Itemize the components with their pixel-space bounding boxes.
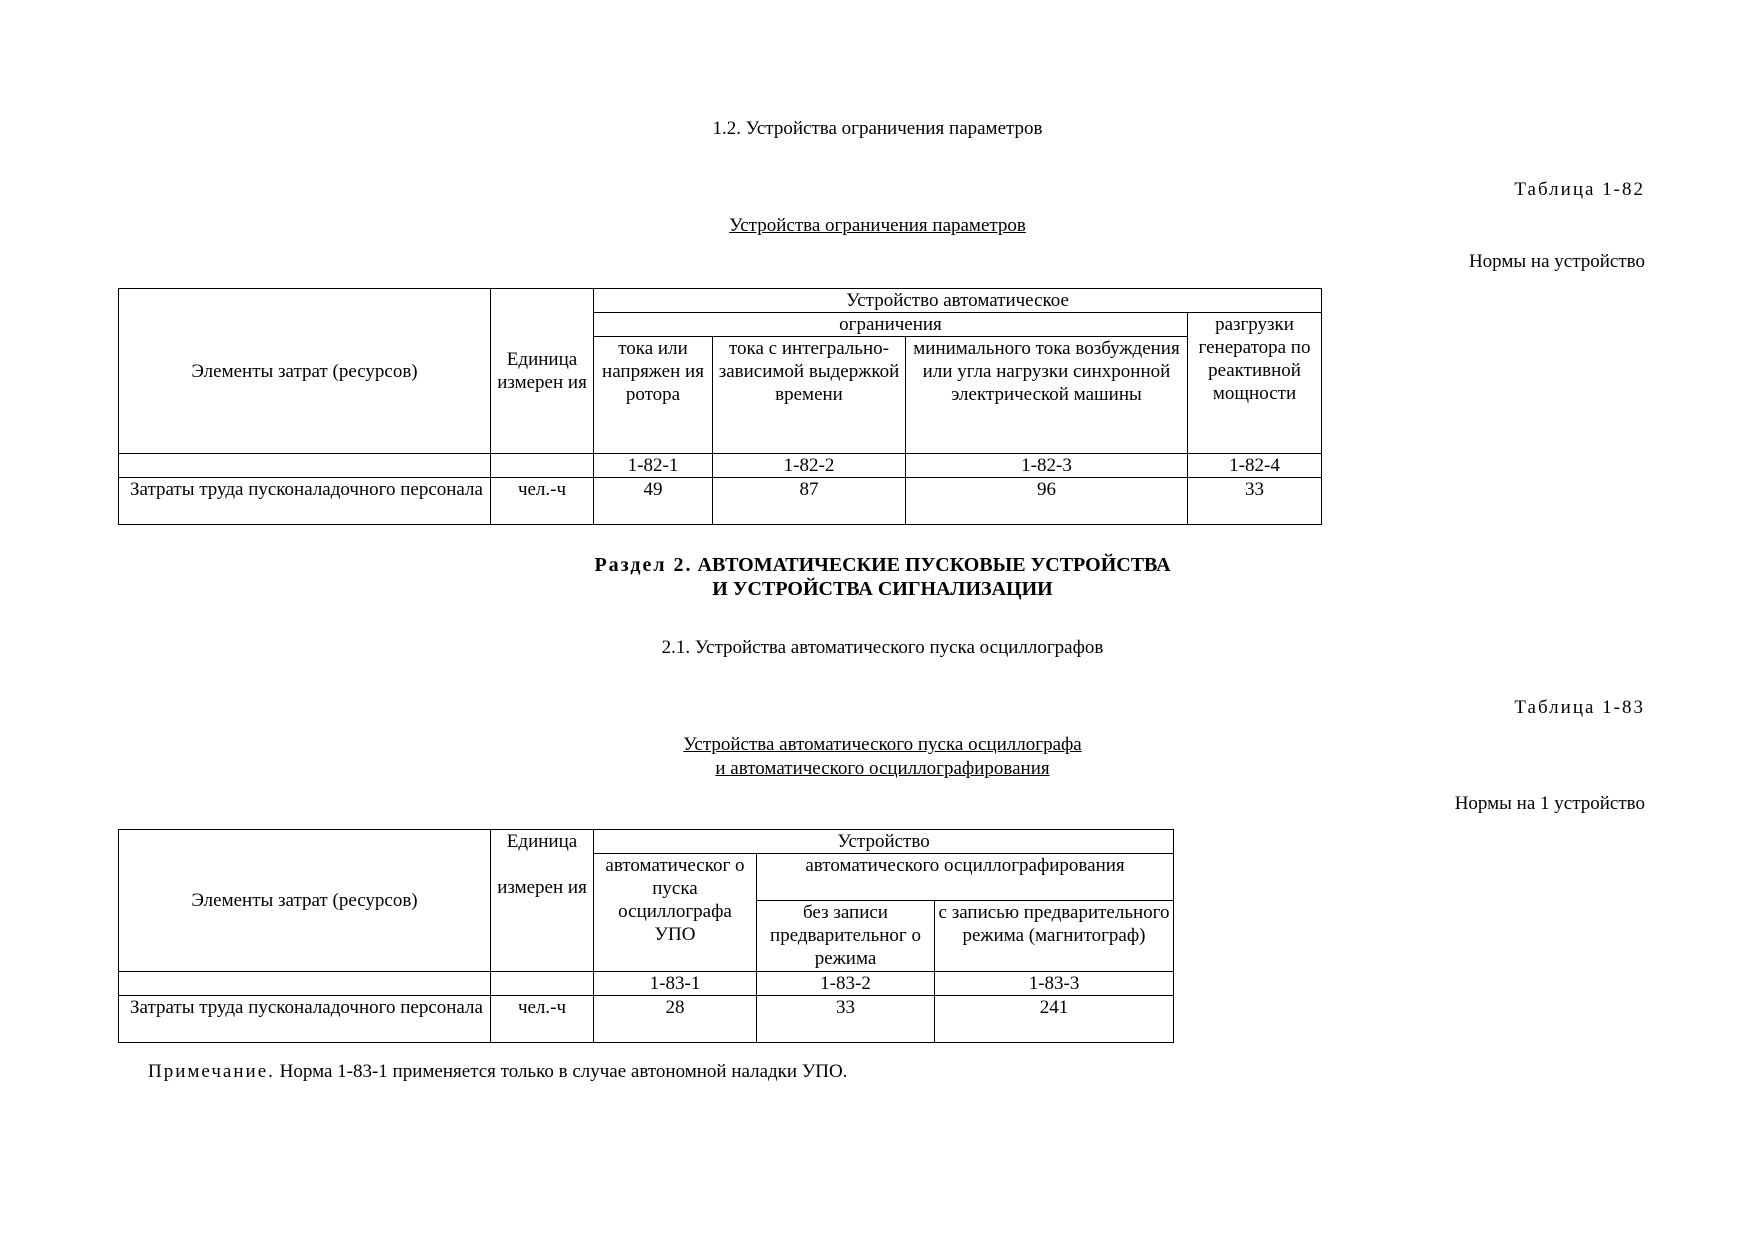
header-group: Устройство автоматическое	[594, 289, 1322, 313]
codes-row	[119, 454, 1322, 478]
code-cell: 1-83-3	[935, 972, 1174, 996]
value-cell: 96	[906, 478, 1188, 525]
header-auto-osc: автоматического осциллографирования	[757, 854, 1174, 901]
header-auto-start: автоматическог о пуска осциллографа УПО	[594, 854, 757, 972]
code-cell: 1-82-4	[1188, 454, 1322, 478]
header-subcol-1: без записи предварительног о режима	[757, 901, 935, 972]
table-label-1-83: Таблица 1-83	[1514, 697, 1645, 718]
header-elements: Элементы затрат (ресурсов)	[119, 289, 491, 454]
code-empty	[491, 972, 594, 996]
value-cell: 241	[935, 996, 1174, 1043]
code-cell: 1-82-2	[713, 454, 906, 478]
code-empty	[119, 454, 491, 478]
value-cell: 49	[594, 478, 713, 525]
codes-row	[119, 972, 1174, 996]
subtitle-1-2: 1.2. Устройства ограничения параметров	[712, 118, 1043, 139]
code-cell: 1-83-2	[757, 972, 935, 996]
code-cell: 1-82-1	[594, 454, 713, 478]
code-empty	[119, 972, 491, 996]
row-unit: чел.-ч	[491, 478, 594, 525]
norms-label-1-82: Нормы на устройство	[1468, 251, 1645, 272]
header-col-4: разгрузки генератора по реактивной мощности	[1188, 313, 1322, 454]
table-title-1-83: Устройства автоматического пуска осциллографа и автоматического осциллографирования	[683, 734, 1082, 779]
header-unit: Единица измерен ия	[491, 289, 594, 454]
note: Примечание. Норма 1-83-1 применяется только в случае автономной наладки УПО.	[148, 1061, 848, 1082]
table-1-82	[118, 288, 1322, 525]
code-cell: 1-83-1	[594, 972, 757, 996]
table-row	[119, 478, 1322, 525]
header-elements: Элементы затрат (ресурсов)	[119, 830, 491, 972]
row-label: Затраты труда пусконаладочного персонала	[119, 478, 491, 525]
table-title-1-82: Устройства ограничения параметров	[729, 215, 1026, 236]
table-row	[119, 996, 1174, 1043]
code-cell: 1-82-3	[906, 454, 1188, 478]
row-unit: чел.-ч	[491, 996, 594, 1043]
section-heading: Раздел 2. АВТОМАТИЧЕСКИЕ ПУСКОВЫЕ УСТРОЙСТВА И УСТРОЙСТВА СИГНАЛИЗАЦИИ	[594, 554, 1171, 600]
value-cell: 33	[757, 996, 935, 1043]
norms-label-1-83: Нормы на 1 устройство	[1454, 793, 1645, 814]
value-cell: 33	[1188, 478, 1322, 525]
header-unit: Единица измерен ия	[491, 830, 594, 972]
code-empty	[491, 454, 594, 478]
value-cell: 87	[713, 478, 906, 525]
header-col-1: тока или напряжен ия ротора	[594, 337, 713, 454]
row-label: Затраты труда пусконаладочного персонала	[119, 996, 491, 1043]
header-subgroup: ограничения	[594, 313, 1188, 337]
table-label-1-82: Таблица 1-82	[1514, 179, 1645, 200]
subtitle-2-1: 2.1. Устройства автоматического пуска осциллографов	[661, 637, 1104, 658]
header-col-3: минимального тока возбуждения или угла нагрузки синхронной электрической машины	[906, 337, 1188, 454]
header-subcol-2: с записью предварительного режима (магнитограф)	[935, 901, 1174, 972]
header-col-2: тока с интегрально-зависимой выдержкой времени	[713, 337, 906, 454]
header-group: Устройство	[594, 830, 1174, 854]
table-1-83	[118, 829, 1174, 1043]
value-cell: 28	[594, 996, 757, 1043]
